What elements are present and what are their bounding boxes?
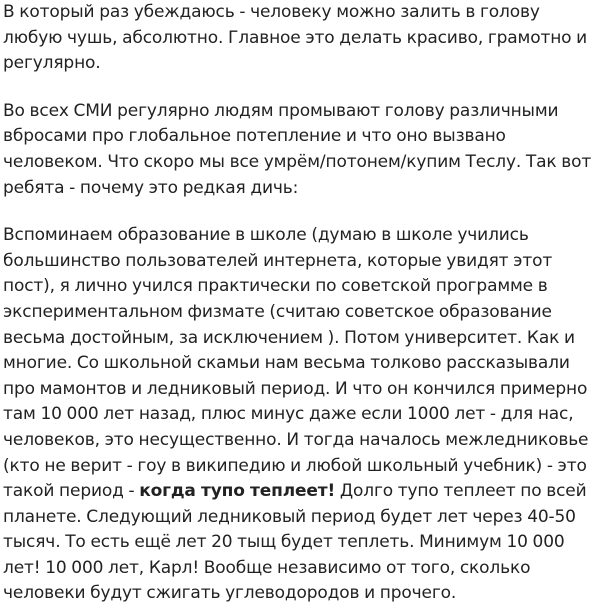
bold-emphasis: когда тупо теплеет!	[139, 481, 336, 502]
paragraph-education	[3, 223, 599, 607]
paragraph-education-text-end: Долго тупо теплеет по всей планете. Следующий ледниковый период будет лет через 40-50 тысяч. То есть ещё лет 20 тыщ будет теплеть. Минимум 10 000 лет! 10 000 лет, Карл! Вообще независимо от того, сколько человеки будут сжигать углеводородов и прочего.	[3, 481, 587, 604]
paragraph-education-text-start: Вспоминаем образование в школе (думаю в школе учились большинство пользователей интернета, которые увидят этот пост), я лично учился практически по советской программе в экспериментальном физмате (считаю советское образование весьма достойным, за исключением ). Потом университет. Как и многие. Со школьной скамьи нам весьма толково рассказывали про мамонтов и ледниковый период. И что он кончился примерно там 10 000 лет назад, плюс минус даже если 1000 лет - для нас, человеков, это несущественно. И тогда началось межледниковье (кто не верит - гоу в википедию и любой школьный учебник) - это такой период -	[3, 225, 589, 502]
paragraph-intro	[3, 0, 599, 77]
paragraph-media-text: Во всех СМИ регулярно людям промывают голову различными вбросами про глобальное потепление и что оно вызвано человеком. Что скоро мы все умрём/потонем/купим Теслу. Так вот ребята - почему это редкая дичь:	[3, 100, 592, 198]
paragraph-media	[3, 99, 599, 201]
paragraph-intro-text: В который раз убеждаюсь - человеку можно залить в голову любую чушь, абсолютно. Главное это делать красиво, грамотно и регулярно.	[3, 2, 588, 74]
post-text	[3, 0, 599, 607]
